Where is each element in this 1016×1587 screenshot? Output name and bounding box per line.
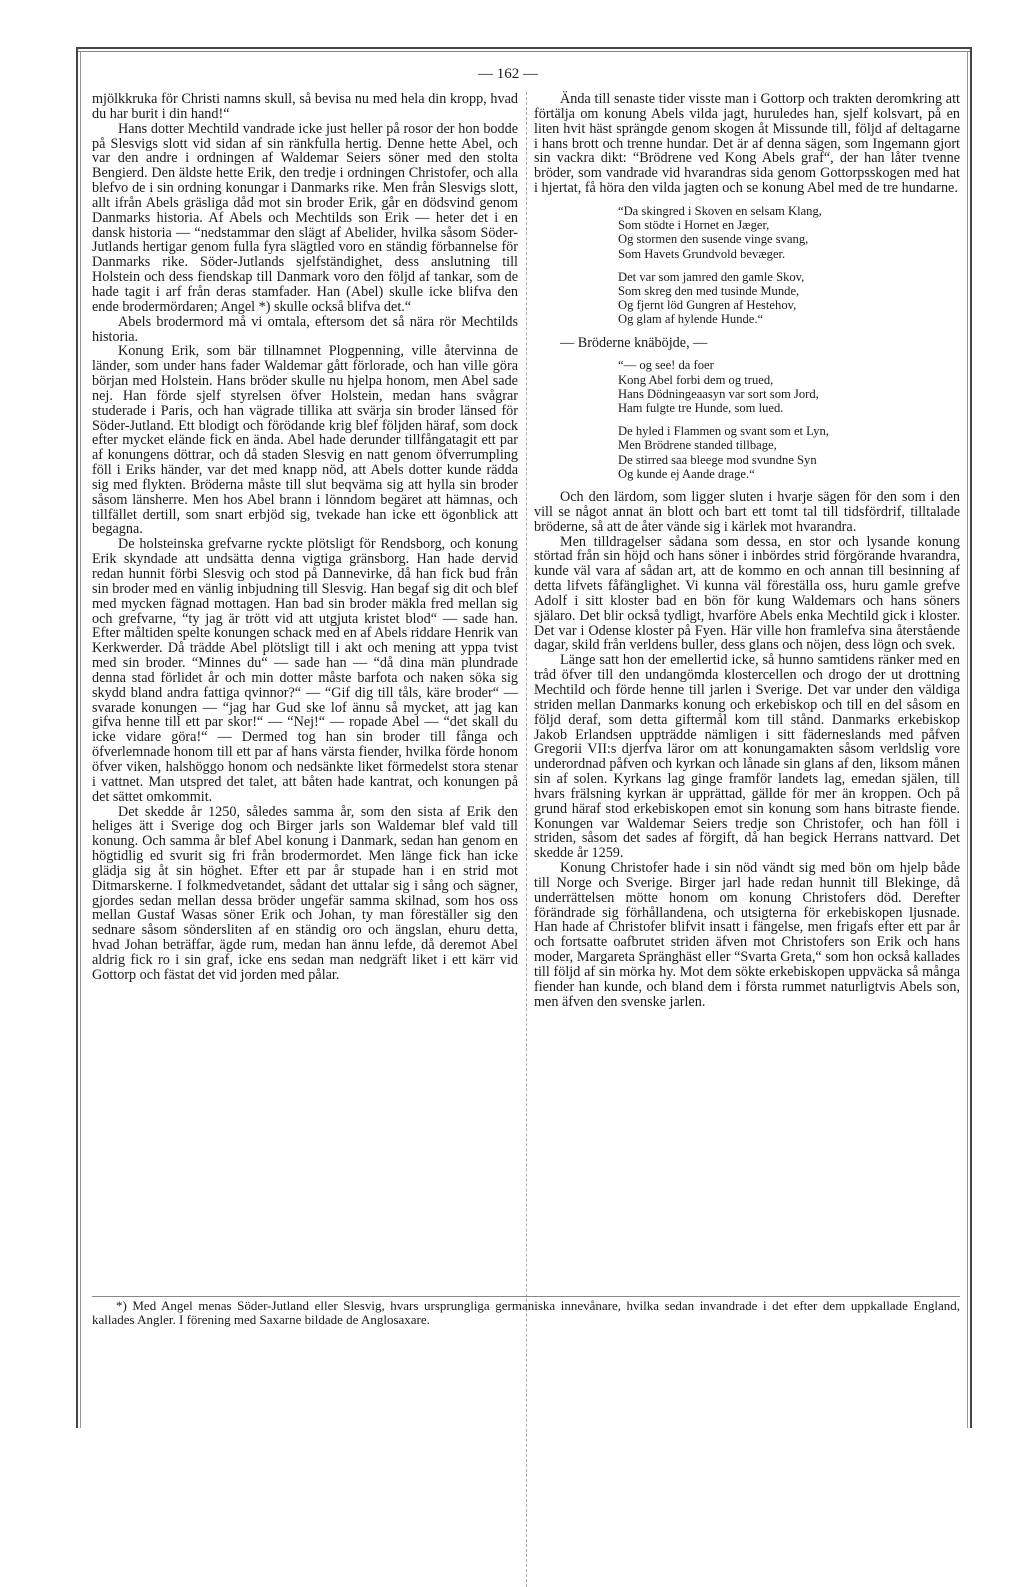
paragraph: Det skedde år 1250, således samma år, som den sista af Erik den heliges ätt i Sverige dog och Birger jarls son Waldemar blef vald till konung. Och samma år blef Abel konung i Danmark, sedan han genom en högtidlig ed svurit sig fri från brodermordet. Men länge fick han icke glädja sig åt sin höghet. Efter ett par år stupade han i en strid mot Ditmarskerne. I folkmedvetandet, sådant det uttalar sig i sång och sägner, gjordes sedan mellan dessa bröder ungefär samma skilnad, som hos oss mellan Gustaf Wasas söner Erik och Johan, ty man föreställer sig den sednare såsom söndersliten af en ständig oro och ängslan, ehuru detta, hvad Johan beträffar, ägde rum, medan han ännu lefde, då deremot Abel aldrig fick ro i sin graf, icke ens sedan man nedgräft liket i ett kärr vid Gottorp och fästat det vid jorden med pålar. <box>92 803 518 983</box>
column-divider <box>526 92 527 1587</box>
frame-border-right-inner <box>967 51 968 1428</box>
right-column <box>534 92 960 1010</box>
poem-line: Og fjernt löd Gungren af Hestehov, <box>618 298 797 313</box>
poem-line: Kong Abel forbi dem og trued, <box>618 372 774 387</box>
paragraph: Hans dotter Mechtild vandrade icke just heller på rosor der hon bodde på Slesvigs slott vid sidan af sin ränkfulla hertig. Denne hette Abel, och var den andre i ordningen af Waldemar Seiers söner med den stolta Bengierd. Den äldste hette Erik, den tredje i ordningen Christofer, och alla blefvo de i sin ordning konungar i Danmarks rike. Men från Slesvigs slott, allt ifrån Abels gräsliga dåd mot sin broder Erik, går en dödsvind genom Danmarks historia. Af Abels och Mechtilds son Erik — heter det i en dansk historia — “nedstammar den slägt af Abelider, hvilka såsom Söder-Jutlands hertigar genom fulla fyra slägtled voro en ständig förbannelse för Danmarks rike. Söder-Jutlands sjelfständighet, dess anslutning till Holstein och dess fiendskap till Danmark voro den följd af tankar, som de hade tagit i arf från deras stamfader. Han (Abel) skulle icke blifva den ende brodermördaren; Angel *) skulle också blifva det.“ <box>92 120 518 315</box>
paragraph: Ända till senaste tider visste man i Gottorp och trakten deromkring att förtälja om konung Abels vilda jagt, huruledes han, sjelf kolsvart, på en liten hvit häst sprängde genom skogen åt Missunde till, följd af deltagarne i hans brott och trenne hundar. Det är af denna sägen, som Ingemann gjort sin vackra dikt: “Brödrene ved Kong Abels graf“, der han låter tvenne bröder, som vandrade vid hvarandras sida genom Gottorpsskogen med hat i hjertat, få höra den vilda jagten och se konung Abel med de tre hundarne. <box>534 91 960 197</box>
poem-line: Det var som jamred den gamle Skov, <box>618 269 805 284</box>
poem-stanza <box>618 204 960 261</box>
poem-stanza <box>618 358 960 415</box>
poem-interlude: — Bröderne knäböjde, — <box>560 334 708 351</box>
poem-line: Og kunde ej Aande drage.“ <box>618 466 755 481</box>
paragraph: Länge satt hon der emellertid icke, så hunno samtidens ränker med en tråd öfver till den undangömda klostercellen och drogo der ut drottning Mechtild och förde henne till jarlen i Sverige. Det var under den väldiga striden mellan Danmarks konung och erkebiskop och till en del såsom en följd deraf, som detta giftermål kom till stånd. Danmarks erkebiskop Jakob Erlandsen uppträdde nämligen i sitt fäderneslands med påfven Gregorii VII:s djerfva läror om att konungamakten såsom verldslig vore underordnad påfven och kyrkan och lånade sin glans af den, liksom månen sin af solen. Kyrkans lag ginge framför landets lag, emedan själen, till hvars frälsning kyrkan är upprättad, gällde för mer än kroppen. Och på grund häraf stod erkebiskopen emot sin konung som hans bitraste fiende. Konungen var Waldemar Seiers tredje son Christofer, och han föll i striden, såsom det sades af förgift, då han begick Herrans nattvard. Det skedde år 1259. <box>534 652 960 862</box>
paragraph: Konung Christofer hade i sin nöd vändt sig med bön om hjelp både till Norge och Sverige. Birger jarl hade redan hunnit till Blekinge, då underrättelsen mötte honom om konung Christofers död. Derefter förändrade sig förhållandena, och utsigterna för erkebiskopen ljusnade. Han hade af Christofer blifvit insatt i fängelse, men frigafs efter ett par år och fortsatte oafbrutet striden äfven mot Christofers son Erik och hans moder, Margareta Spränghäst eller “Svarta Greta,“ som hon också kallades till följd af sin mörka hy. Mot dem sökte erkebiskopen uppväcka så många fiender han kunde, och bland dem i första rummet naturligtvis Abels son, men äfven den svenske jarlen. <box>534 860 960 1010</box>
frame-border-right <box>970 47 972 1428</box>
page-number: — 162 — <box>478 66 538 82</box>
poem-line: De stirred saa bleege mod svundne Syn <box>618 452 817 467</box>
poem-line: Og glam af hylende Hunde.“ <box>618 312 764 327</box>
paragraph: mjölkkruka för Christi namns skull, så bevisa nu med hela din kropp, hvad du har burit i din hand!“ <box>92 91 518 122</box>
poem <box>618 204 960 327</box>
paragraph: Men tilldragelser sådana som dessa, en stor och lysande konung störtad från sin höjd och hans söner i inbördes strid förgörande hvarandra, kunde väl vara af sådan art, att de kommo en och annan till besinning af detta lifvets fåfänglighet. Vi kunna väl föreställa oss, huru gamle grefve Adolf i sitt kloster bad en bön för kung Waldemars och hans söners själaro. Det blir också tydligt, hvarföre Abels enka Mechtild gick i kloster. Det var i Odense kloster på Fyen. Här ville hon framlefva sina återstående dagar, skild från verldens buller, dess glans och nöjen, dess lögn och svek. <box>534 533 960 654</box>
poem-line: Ham fulgte tre Hunde, som lued. <box>618 400 784 415</box>
left-column <box>92 92 518 983</box>
frame-border-left-inner <box>80 51 81 1428</box>
poem <box>618 358 960 481</box>
poem-line: Som Havets Grundvold bevæger. <box>618 246 786 261</box>
poem-line: Som skreg den med tusinde Munde, <box>618 283 800 298</box>
poem-stanza <box>618 424 960 481</box>
poem-line: Og stormen den susende vinge svang, <box>618 232 809 247</box>
footnote-separator <box>92 1296 960 1297</box>
poem-line: De hyled i Flammen og svant som et Lyn, <box>618 424 829 439</box>
poem-stanza <box>618 270 960 327</box>
paragraph: Konung Erik, som bär tillnamnet Plogpenning, ville återvinna de länder, som under hans fader Waldemar gått förlorade, och han ville göra början med Holstein. Hans bröder skulle nu hjelpa honom, men Abel sade nej. Han förde sjelf styrelsen öfver Holstein, medan hans svågrar studerade i Paris, och han vägrade tillika att svärja sin broder länsed för Söder-Jutland. Ett blodigt och förödande krig blef följden häraf, som dock efter mycket elände fick en ända. Abel hade derunder tillfångatagit ett par af konungens döttrar, och då staden Slesvig en natt genom öfverrumpling föll i Eriks händer, var det med knapp nöd, att Abels dotter kunde rädda sig med flykten. Bröderna måste till slut beqväma sig att hylla sin broder såsom länsherre. Men hos Abel brann i lönndom begäret att hämnas, och tillfället dertill, som snart erbjöd sig, tvekade han icke ett ögonblick att begagna. <box>92 343 518 538</box>
frame-border-left <box>76 47 78 1428</box>
paragraph: De holsteinska grefvarne ryckte plötsligt för Rendsborg, och konung Erik skyndade att undsätta denna vigtiga gränsborg. Han hade dervid redan hunnit förbi Slesvig och stod på Dannevirke, då han fick bud från sin broder med en vänlig inbjudning till Slesvig. Han begaf sig dit och blef med mycken fägnad mottagen. Han bad sin broder mäkla fred mellan sig och grefvarne, “ty jag är trött vid att utgjuta kristet blod“ — sade han. Efter måltiden spelte konungen schack med en af Abels riddare Henrik van Kerkwerder. Då trädde Abel plötsligt till i akt och mening att yppa tvist med sin broder. “Minnes du“ — sade han — “då dina män plundrade denna stad förlidet år och min dotter måste barfota och naken söka sig skydd bland andra fattiga qvinnor?“ — “Gif dig till tåls, käre broder“ — svarade konungen — “jag har Gud ske lof ännu så mycket, att jag kan gifva henne till ett par skor!“ — “Nej!“ — ropade Abel — “det skall du icke vidare göra!“ — Dermed tog han sin broder till fånga och öfverlemnade honom till ett par af hans värsta fiender, hvilka förde honom öfver viken, halshöggo honom och nedsänkte liket förmedelst stora stenar i vattnet. Man utspred det talet, att båten hade kantrat, och konungen på det sättet omkommit. <box>92 536 518 805</box>
paragraph: Och den lärdom, som ligger sluten i hvarje sägen för den som i den vill se något annat än blott och bart ett tomt tal till tidsfördrif, tilltalade bröderne, så att de åter vände sig i kärlek mot hvarandra. <box>534 489 960 535</box>
poem-line: “Da skingred i Skoven en selsam Klang, <box>618 203 822 218</box>
poem-line: Hans Dödningeaasyn var sort som Jord, <box>618 386 819 401</box>
poem-line: Som stödte i Hornet en Jæger, <box>618 218 770 233</box>
footnote: *) Med Angel menas Söder-Jutland eller Slesvig, hvars ursprungliga germaniska innevånare, hvilka sedan invandrade i det efter dem uppkallade England, kallades Angler. I förening med Saxarne bildade de Anglosaxare. <box>92 1298 960 1327</box>
poem-line: Men Brödrene standed tillbage, <box>618 438 777 453</box>
poem-line: “— og see! da foer <box>618 358 714 373</box>
frame-border-top-inner <box>76 51 972 52</box>
frame-border-top <box>76 47 972 49</box>
paragraph: Abels brodermord må vi omtala, eftersom det så nära rör Mechtilds historia. <box>92 313 518 345</box>
